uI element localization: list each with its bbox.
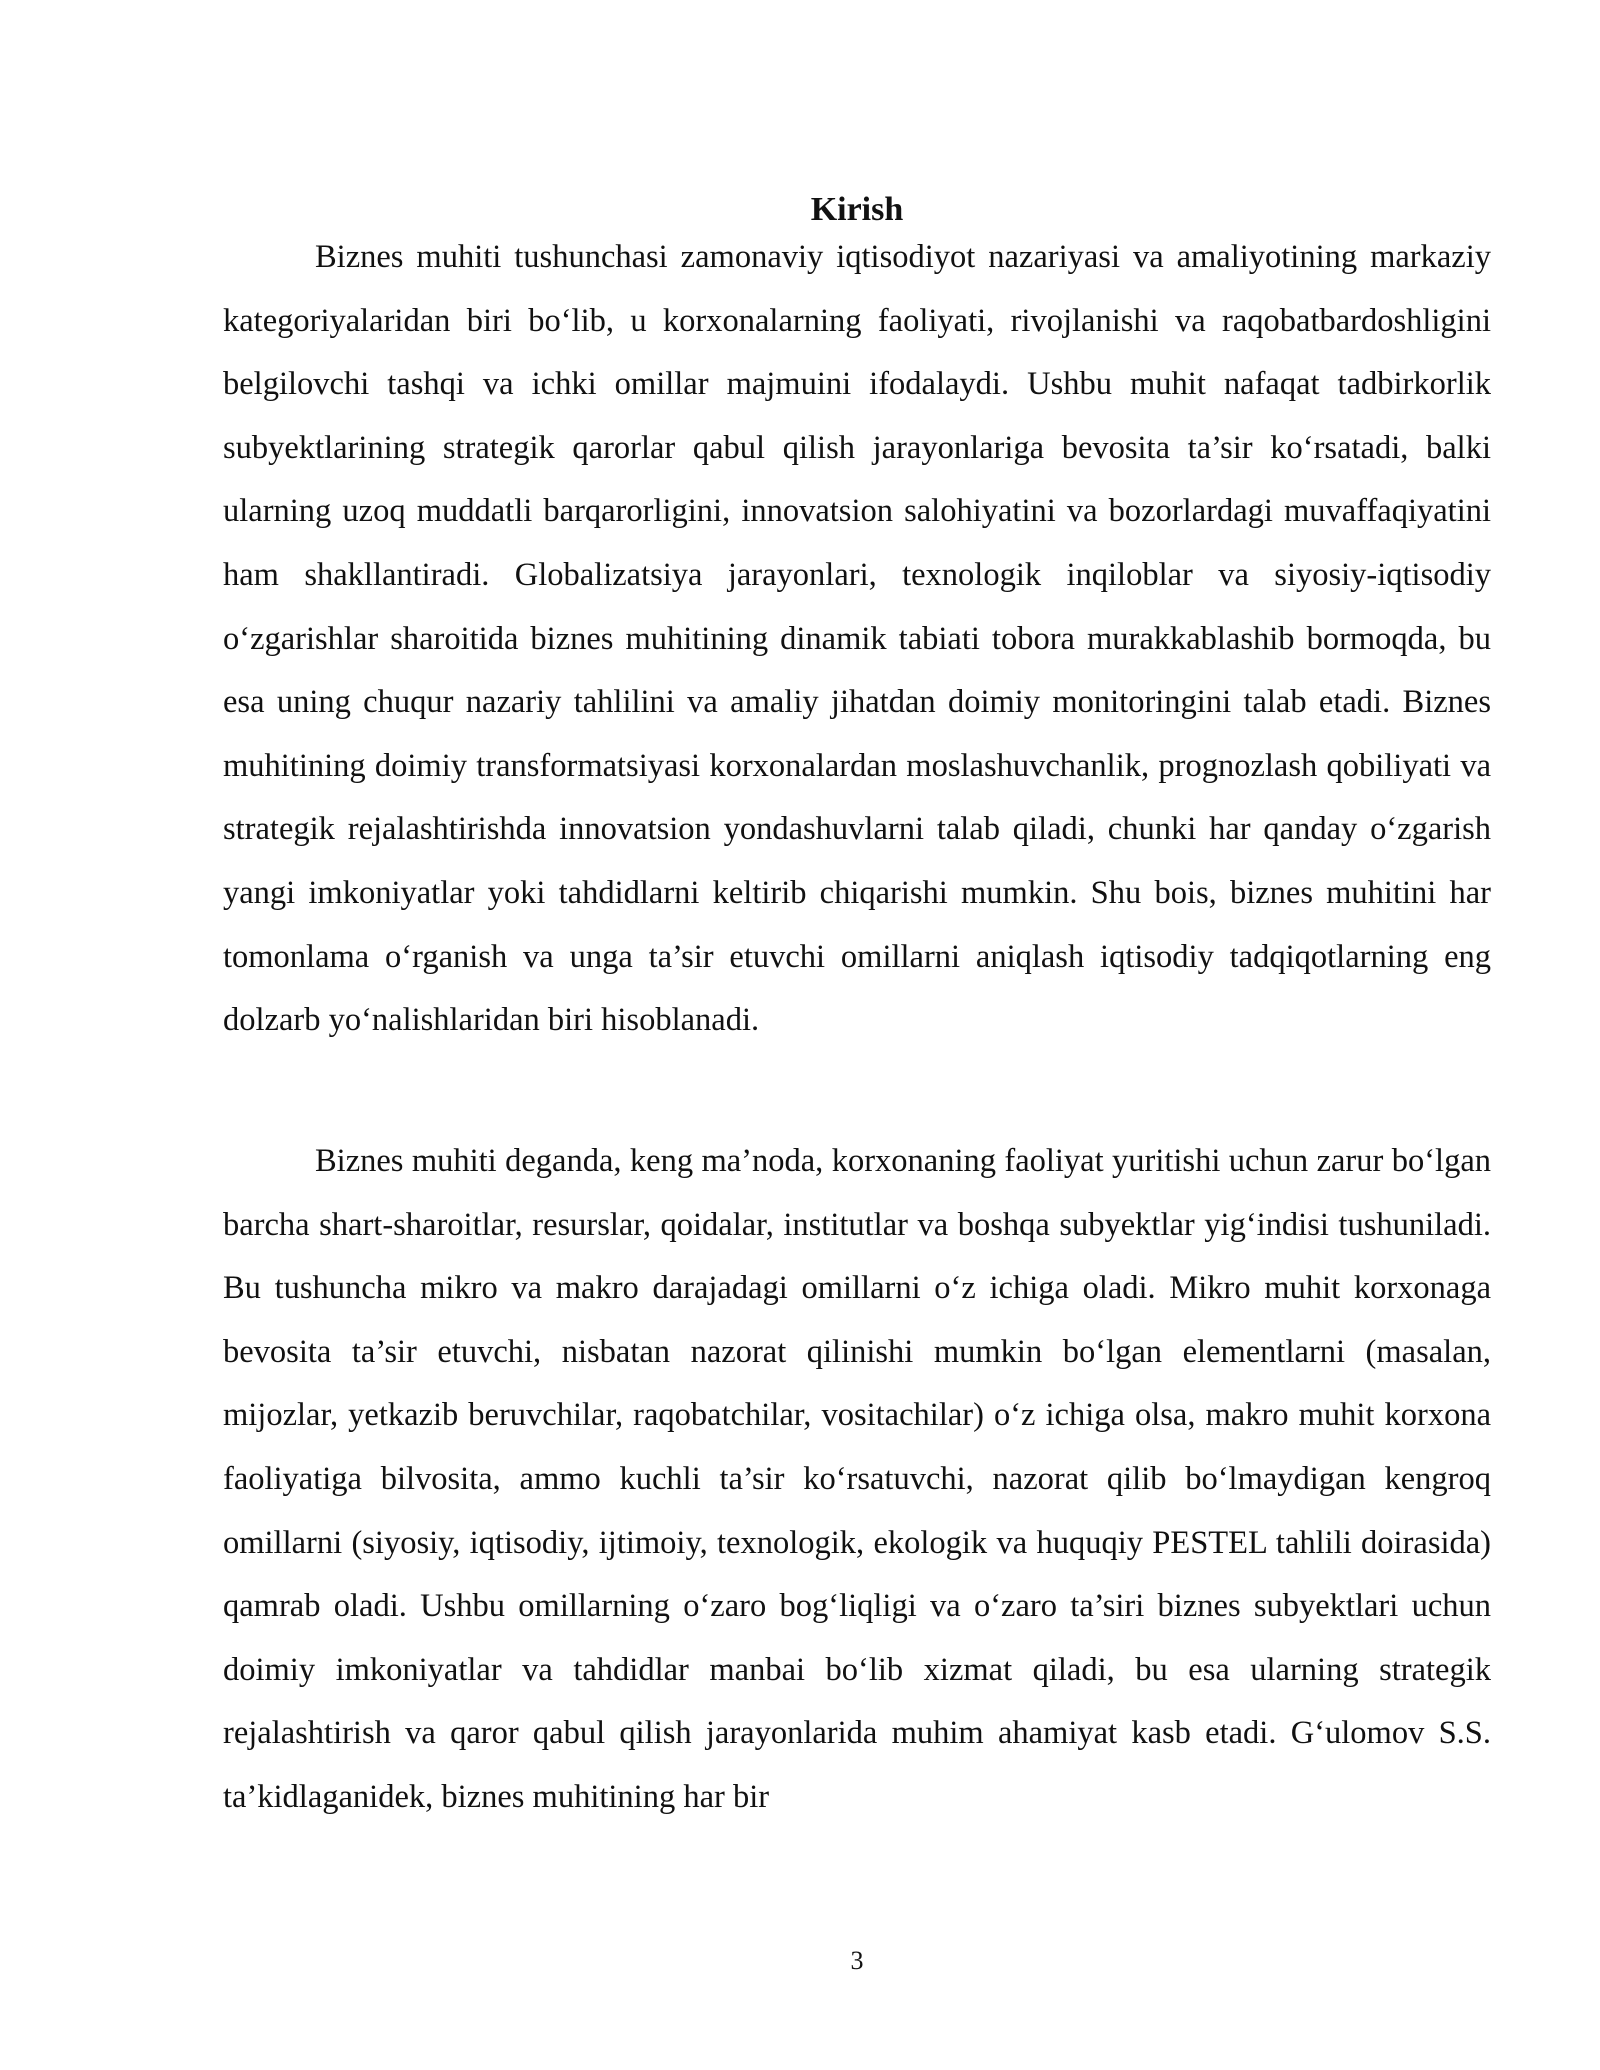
section-heading: Kirish bbox=[810, 191, 904, 228]
paragraph-2: Biznes muhiti deganda, keng ma’noda, korxonaning faoliyat yuritishi uchun zarur bo‘lgan barcha shart-sharoitlar, resurslar, qoidalar, institutlar va boshqa subyektlar yig‘indisi tushuniladi. Bu tushuncha mikro va makro darajadagi omillarni o‘z ichiga oladi. Mikro muhit korxonaga bevosita ta’sir etuvchi, nisbatan nazorat qilinishi mumkin bo‘lgan elementlarni (masalan, mijozlar, yetkazib beruvchilar, raqobatchilar, vositachilar) o‘z ichiga olsa, makro muhit korxona faoliyatiga bilvosita, ammo kuchli ta’sir ko‘rsatuvchi, nazorat qilib bo‘lmaydigan kengroq omillarni (siyosiy, iqtisodiy, ijtimoiy, texnologik, ekologik va huquqiy PESTEL tahlili doirasida) qamrab oladi. Ushbu omillarning o‘zaro bog‘liqligi va o‘zaro ta’siri biznes subyektlari uchun doimiy imkoniyatlar va tahdidlar manbai bo‘lib xizmat qiladi, bu esa ularning strategik rejalashtirish va qaror qabul qilish jarayonlarida muhim ahamiyat kasb etadi. G‘ulomov S.S. ta’kidlaganidek, biznes muhitining har bir bbox=[223, 1143, 1491, 1815]
paragraph-1: Biznes muhiti tushunchasi zamonaviy iqtisodiyot nazariyasi va amaliyotining markaziy kategoriyalaridan biri bo‘lib, u korxonalarning faoliyati, rivojlanishi va raqobatbardoshligini belgilovchi tashqi va ichki omillar majmuini ifodalaydi. Ushbu muhit nafaqat tadbirkorlik subyektlarining strategik qarorlar qabul qilish jarayonlariga bevosita ta’sir ko‘rsatadi, balki ularning uzoq muddatli barqarorligini, innovatsion salohiyatini va bozorlardagi muvaffaqiyatini ham shakllantiradi. Globalizatsiya jarayonlari, texnologik inqiloblar va siyosiy-iqtisodiy o‘zgarishlar sharoitida biznes muhitining dinamik tabiati tobora murakkablashib bormoqda, bu esa uning chuqur nazariy tahlilini va amaliy jihatdan doimiy monitoringini talab etadi. Biznes muhitining doimiy transformatsiyasi korxonalardan moslashuvchanlik, prognozlash qobiliyati va strategik rejalashtirishda innovatsion yondashuvlarni talab qiladi, chunki har qanday o‘zgarish yangi imkoniyatlar yoki tahdidlarni keltirib chiqarishi mumkin. Shu bois, biznes muhitini har tomonlama o‘rganish va unga ta’sir etuvchi omillarni aniqlash iqtisodiy tadqiqotlarning eng dolzarb yo‘nalishlaridan biri hisoblanadi. bbox=[223, 239, 1491, 1039]
page-number: 3 bbox=[850, 1946, 864, 1975]
